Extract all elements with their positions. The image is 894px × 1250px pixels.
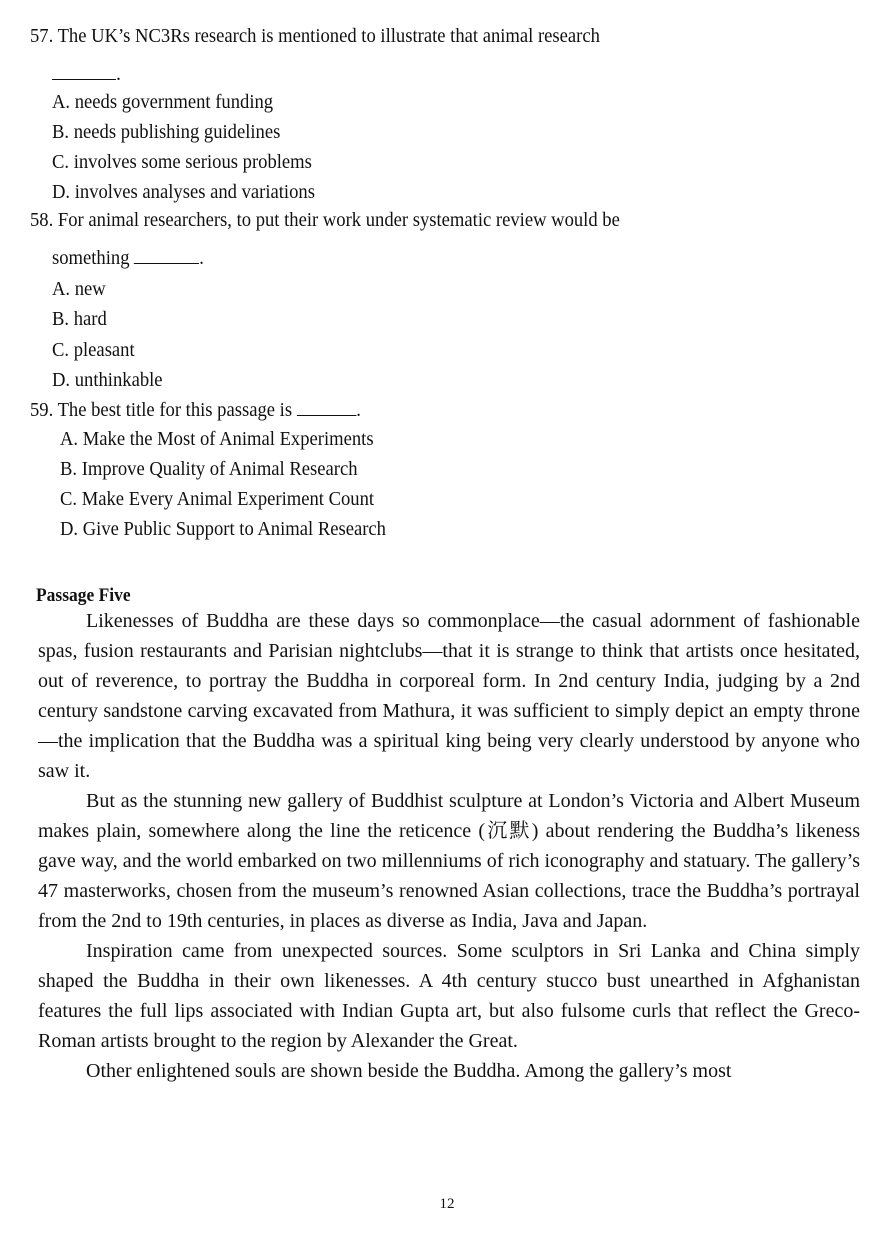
question-57-number: 57. <box>30 25 54 47</box>
question-58-option-d: D. unthinkable <box>52 369 163 391</box>
question-58-number: 58. <box>30 209 54 231</box>
answer-blank <box>52 65 116 80</box>
question-57-option-d: D. involves analyses and variations <box>52 181 315 203</box>
passage-paragraph-2: But as the stunning new gallery of Buddhist sculpture at London’s Victoria and Albert Museum makes plain, somewhere along the line the reticence (沉默) about rendering the Buddha’s likeness gave way, and the world embarked on two millenniums of rich iconography and statuary. The gallery’s 47 masterworks, chosen from the museum’s renowned Asian collections, trace the Buddha’s portrayal from the 2nd to 19th centuries, in places as diverse as India, Java and Japan. <box>38 790 860 932</box>
question-58-option-c: C. pleasant <box>52 339 135 361</box>
question-59-number: 59. <box>30 399 54 421</box>
passage-paragraph-4: Other enlightened souls are shown beside the Buddha. Among the gallery’s most <box>86 1060 732 1082</box>
page-number: 12 <box>439 1196 455 1212</box>
passage-title: Passage Five <box>36 585 131 606</box>
passage-body <box>38 606 860 1086</box>
question-58-stem <box>30 208 620 232</box>
question-57-option-a: A. needs government funding <box>52 91 274 113</box>
question-59-option-b: B. Improve Quality of Animal Research <box>60 458 358 480</box>
question-59-option-a: A. Make the Most of Animal Experiments <box>60 428 374 450</box>
question-58-blank-line: something . <box>52 247 204 269</box>
question-57-blank-line: . <box>52 62 121 86</box>
question-59-stem: 59. The best title for this passage is . <box>30 399 361 421</box>
question-59-text: The best title for this passage is <box>57 399 293 421</box>
answer-blank <box>134 249 199 264</box>
answer-blank <box>297 401 357 416</box>
question-57-option-c: C. involves some serious problems <box>52 151 312 173</box>
question-58-option-b: B. hard <box>52 308 107 330</box>
question-57-stem <box>30 24 600 48</box>
passage-paragraph-3: Inspiration came from unexpected sources. Some sculptors in Sri Lanka and China simply shaped the Buddha in their own likenesses. A 4th century stucco bust unearthed in Afghanistan features the full lips associated with Indian Gupta art, but also fulsome curls that reflect the Greco-Roman artists brought to the region by Alexander the Great. <box>38 940 860 1052</box>
question-58-option-a: A. new <box>52 278 106 300</box>
question-59-option-d: D. Give Public Support to Animal Research <box>60 518 386 540</box>
question-58-text: For animal researchers, to put their work under systematic review would be <box>57 209 620 231</box>
question-57-text: The UK’s NC3Rs research is mentioned to illustrate that animal research <box>57 25 600 47</box>
passage-paragraph-1: Likenesses of Buddha are these days so commonplace—the casual adornment of fashionable spas, fusion restaurants and Parisian nightclubs—that it is strange to think that artists once hesitated, out of reverence, to portray the Buddha in corporeal form. In 2nd century India, judging by a 2nd century sandstone carving excavated from Mathura, it was sufficient to simply depict an empty throne—the implication that the Buddha was a spiritual king being very clearly understood by anyone who saw it. <box>38 610 860 782</box>
question-57-option-b: B. needs publishing guidelines <box>52 121 281 143</box>
question-59-option-c: C. Make Every Animal Experiment Count <box>60 488 375 510</box>
